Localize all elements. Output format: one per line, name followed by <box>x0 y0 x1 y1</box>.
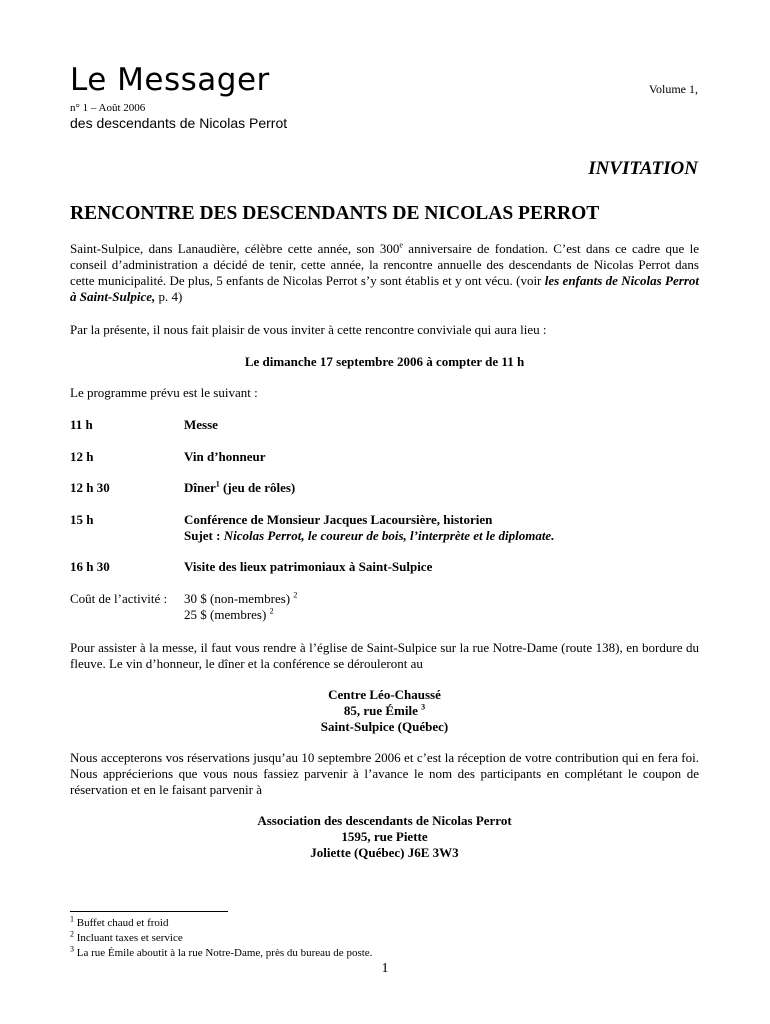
program-row <box>70 449 699 465</box>
intro-superscript: e <box>399 240 403 250</box>
footnote-text: Buffet chaud et froid <box>74 917 169 929</box>
newsletter-title: Le Messager <box>70 62 270 98</box>
footnote-ref: 3 <box>421 702 426 712</box>
program-row <box>70 512 699 544</box>
volume-label: Volume 1, <box>648 82 698 96</box>
footnote-text: La rue Émile aboutit à la rue Notre-Dame, près du bureau de poste. <box>74 947 373 959</box>
cost-block <box>70 591 699 623</box>
venue-street <box>70 703 699 719</box>
program-label: Vin d’honneur <box>184 449 266 464</box>
footnote <box>70 931 372 946</box>
newsletter-subtitle: des descendants de Nicolas Perrot <box>70 115 288 131</box>
program-time: 12 h <box>70 449 94 464</box>
cost-non-members: 30 $ (non-membres) <box>184 591 294 606</box>
program-label-text: Dîner <box>184 480 216 495</box>
program-label-text: Conférence de Monsieur Jacques Lacoursière, historien <box>184 512 493 527</box>
footnote <box>70 946 372 961</box>
association-address <box>70 813 699 861</box>
intro-reference-page: p. 4) <box>155 289 183 304</box>
program-row <box>70 480 699 496</box>
cost-members: 25 $ (membres) <box>184 607 270 622</box>
issue-label: n° 1 – Août 2006 <box>70 102 146 114</box>
association-street: 1595, rue Piette <box>341 829 428 844</box>
program-label <box>184 480 295 496</box>
venue-address <box>70 687 699 735</box>
association-name: Association des descendants de Nicolas Perrot <box>257 813 512 828</box>
footnote-number: 3 <box>70 944 74 954</box>
association-city: Joliette (Québec) J6E 3W3 <box>310 845 459 860</box>
intro-text-2: anniversaire de fondation. C’est dans ce cadre que le conseil d’administration a décidé de tenir, cette année, la rencontre annuelle des descendants de Nicolas Perrot dans cette municipalité. De plus, 5 enfants de Nicolas Perrot s’y sont établis et y ont vécu. (voir <box>70 241 700 288</box>
intro-paragraph <box>70 241 699 305</box>
program-label: Messe <box>184 417 218 432</box>
cost-lines <box>184 591 297 623</box>
program-row <box>70 417 699 433</box>
footnote <box>70 916 372 931</box>
reservation-paragraph: Nous accepterons vos réservations jusqu’au 10 septembre 2006 et c’est la réception de votre contribution qui en fera foi. Nous apprécierions que vous nous fassiez parvenir à l’avance le nom des participants en complétant le coupon de réservation et en le faisant parvenir à <box>70 750 699 797</box>
invite-paragraph: Par la présente, il nous fait plaisir de vous inviter à cette rencontre conviviale qui aura lieu : <box>70 322 547 337</box>
mass-paragraph: Pour assister à la messe, il faut vous rendre à l’église de Saint-Sulpice sur la rue Notre-Dame (route 138), en bordure du fleuve. Le vin d’honneur, le dîner et la conférence se dérouleront au <box>70 640 699 671</box>
venue-name: Centre Léo-Chaussé <box>328 687 441 702</box>
event-date: Le dimanche 17 septembre 2006 à compter de 11 h <box>244 354 525 369</box>
page-heading: RENCONTRE DES DESCENDANTS DE NICOLAS PERROT <box>70 203 600 224</box>
program-time: 12 h 30 <box>70 480 110 495</box>
footnote-ref: 1 <box>215 479 220 489</box>
footnote-ref: 2 <box>293 590 298 600</box>
cost-label: Coût de l’activité : <box>70 591 168 606</box>
venue-city: Saint-Sulpice (Québec) <box>320 719 449 734</box>
footnote-divider <box>70 911 228 912</box>
program-row <box>70 559 699 575</box>
program-label <box>184 512 554 544</box>
program-time: 11 h <box>70 417 93 432</box>
footnote-text: Incluant taxes et service <box>74 932 183 944</box>
page-number: 1 <box>381 961 389 976</box>
venue-street-text: 85, rue Émile <box>343 703 422 718</box>
program-time: 15 h <box>70 512 94 527</box>
footnotes <box>70 916 372 961</box>
footnote-number: 2 <box>70 929 74 939</box>
program-label: Visite des lieux patrimoniaux à Saint-Sulpice <box>184 559 433 574</box>
intro-reference-title: les enfants de Nicolas Perrot à Saint-Sulpice, <box>70 273 699 304</box>
footnote-number: 1 <box>70 914 74 924</box>
invitation-label: INVITATION <box>588 158 698 179</box>
program-label-suffix: (jeu de rôles) <box>219 480 296 495</box>
footnote-ref: 2 <box>269 606 274 616</box>
program-subject: Nicolas Perrot, le coureur de bois, l’interprète et le diplomate. <box>223 528 555 543</box>
program-subject-label: Sujet : <box>184 528 224 543</box>
program-intro: Le programme prévu est le suivant : <box>70 385 258 400</box>
intro-text-1: Saint-Sulpice, dans Lanaudière, célèbre cette année, son 300 <box>70 241 400 256</box>
program-time: 16 h 30 <box>70 559 110 574</box>
